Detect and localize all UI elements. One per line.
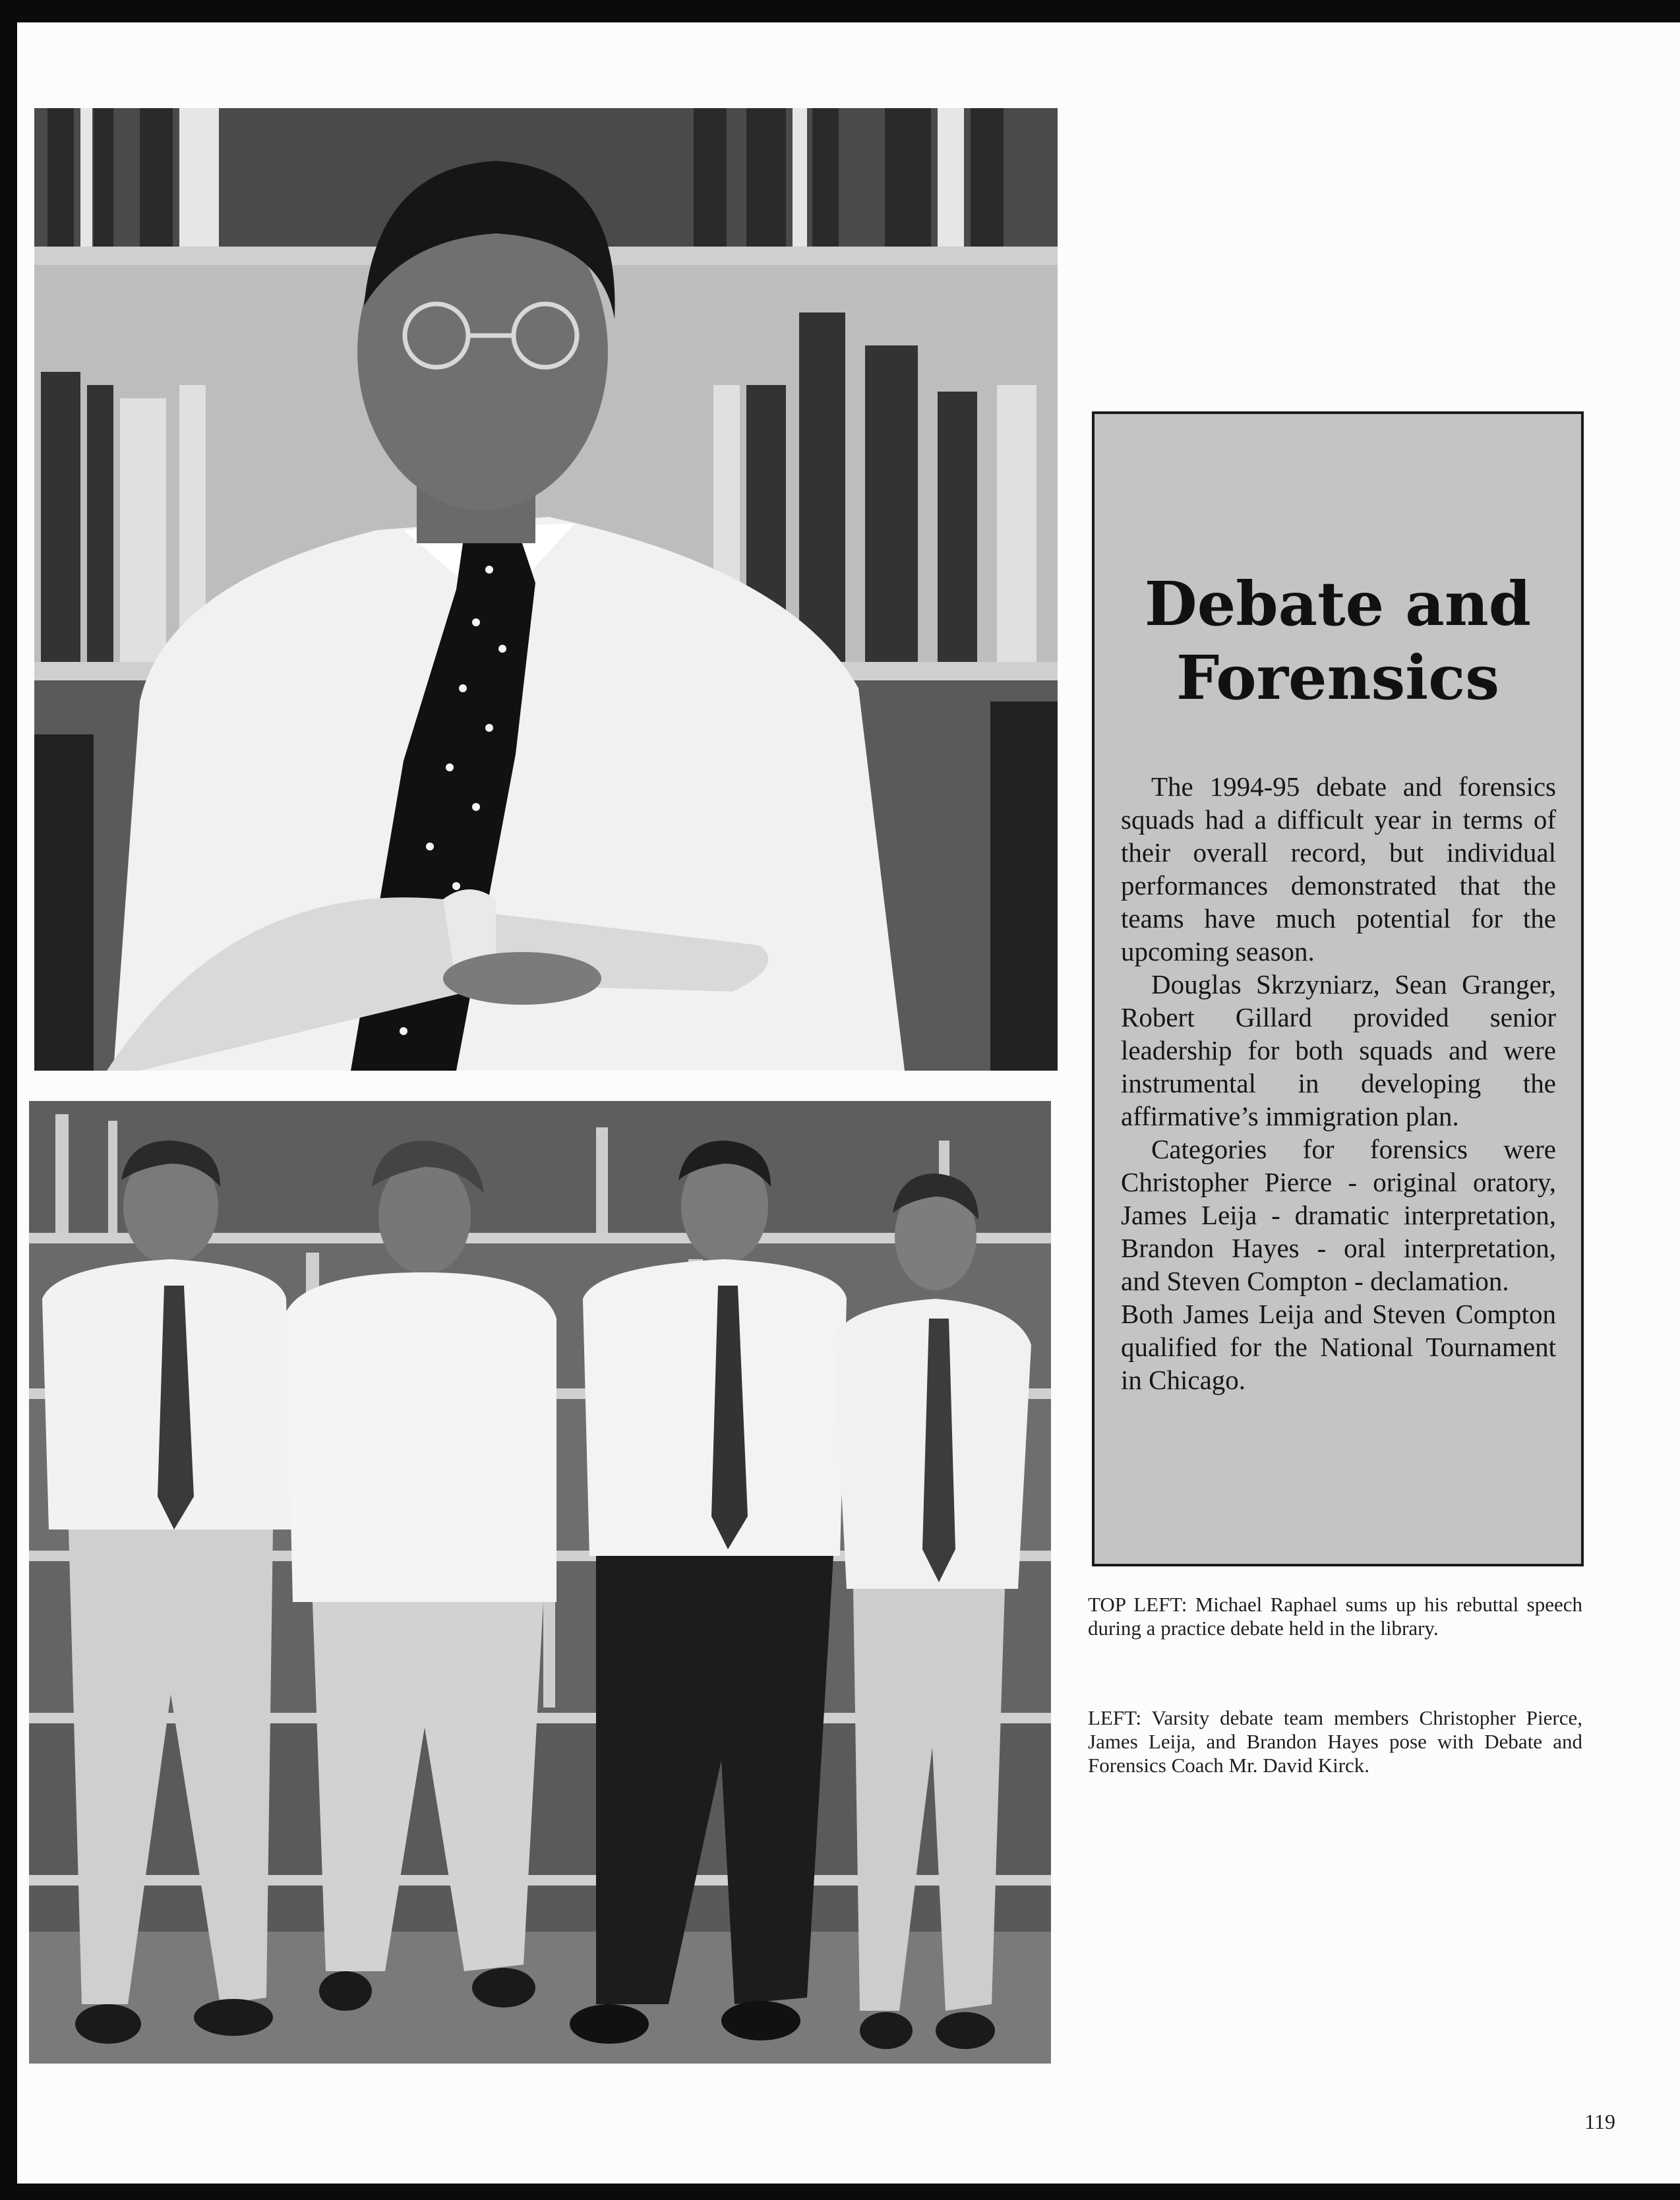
scan-border-bottom [0, 2184, 1680, 2200]
scan-border-top [0, 0, 1680, 22]
page-title [1095, 567, 1581, 715]
photo-student-with-book [34, 108, 1058, 1071]
caption-left: LEFT: Varsity debate team members Christopher Pierce, James Leija, and Brandon Hayes pose with Debate and Forensics Coach Mr. David Kirck. [1088, 1706, 1582, 1777]
title-line-2: Forensics [1176, 642, 1500, 713]
story-paragraph: The 1994-95 debate and forensics squads had a difficult year in terms of their overall record, but individual performances demonstrated that the teams have much potential for the upcoming season. [1121, 771, 1556, 966]
scan-border-left [0, 0, 17, 2200]
story-paragraph: Douglas Skrzyniarz, Sean Granger, Robert Gillard provided senior leadership for both squads and were instrumental in developing the affirmative’s immigration plan. [1121, 969, 1556, 1131]
page-number: 119 [1584, 2110, 1615, 2133]
story-paragraph: Both James Leija and Steven Compton qualified for the National Tournament in Chicago. [1121, 1299, 1556, 1395]
photo-varsity-team [29, 1101, 1051, 2064]
caption-top-left: TOP LEFT: Michael Raphael sums up his rebuttal speech during a practice debate held in the library. [1088, 1593, 1582, 1640]
title-line-1: Debate and [1144, 568, 1532, 639]
story-body [1121, 770, 1556, 1396]
story-box [1092, 411, 1584, 1566]
story-paragraph: Categories for forensics were Christopher Pierce - original oratory, James Leija - dramatic interpretation, Brandon Hayes - oral interpretation, and Steven Compton - declamation. [1121, 1134, 1556, 1296]
